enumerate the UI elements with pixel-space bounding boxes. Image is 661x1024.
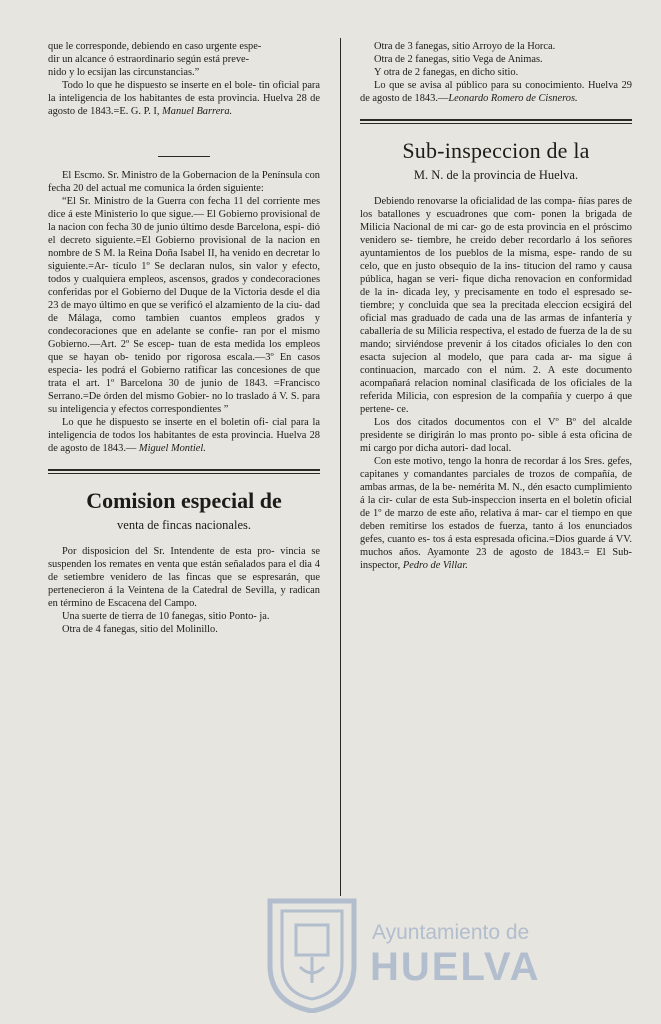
separator-rule [158, 156, 210, 157]
list-item: Otra de 2 fanegas, sitio Vega de Animas. [374, 54, 543, 65]
paragraph [360, 455, 632, 572]
notice-montiel [48, 169, 320, 455]
text-line: nido y lo ecsijan las circunstancias.” [48, 67, 200, 78]
paragraph-text: Con este motivo, tengo la honra de recordar á los Sres. gefes, capitanes y comandantes parciales de trozos de compañía, de ambas armas, de la be- nemérita M. N., dén esacto cumplimiento á la cir- cular de esta Sub-inspeccion inserta en el boletín oficial de 1º de marzo de este año, relativa á mar- car el tiempo en que deben remitirse los estados de fuerza, tanto á los enunciados gefes, cuanto es- tos á esta espresada oficina.=Dios guarde á VV. muchos años. Ayamonte 23 de agosto de 1843.= El Sub-inspector, [360, 456, 632, 571]
notice-romero [360, 40, 632, 105]
section-title: Comision especial de [86, 488, 282, 513]
city-seal-icon [262, 895, 362, 1013]
notice-barrera [48, 40, 320, 118]
list-item: Una suerte de tierra de 10 fanegas, sitio Ponto- ja. [62, 611, 270, 622]
watermark-line1: Ayuntamiento de [372, 921, 530, 944]
column-divider [340, 38, 341, 896]
section-subtitle: venta de fincas nacionales. [117, 518, 251, 532]
section-rule-thick [48, 469, 320, 471]
list-item: Otra de 3 fanegas, sitio Arroyo de la Horca. [374, 41, 556, 52]
section-subinspeccion [360, 138, 632, 572]
right-column [360, 40, 632, 572]
section-rule-thin [48, 473, 320, 474]
section-rule-thin [360, 123, 632, 124]
paragraph: “El Sr. Ministro de la Guerra con fecha 11 del corriente mes dice á este Ministerio lo que sigue.— El Gobierno provisional de la nacion con fecha 30 de junio último desde Barcelona, espi- dió el decreto siguiente.=El Gobierno provisional de la nacion en nombre de S M. la Reina Doña Isabel II, ha venido en decretar lo siguiente.=Ar- tículo 1º Se declaran nulos, sin valor y efecto, todos y cualquiera empleos, ascensos, grados y condecoraciones conferidas por el Gobierno del Duque de la Victoria desde el dia 23 de mayo último en que se verificó el alzamiento de la ciu- dad de Málaga, como tambien cuantos empleos grados y condecoraciones que en adelante se confie- ran por el mismo Gobierno.—Art. 2º Se escep- tuan de esta medida los empleos que se hayan ob- tenido por rigorosa escala.—3º En casos especia- les podrá el Gobierno ratificar las concesiones de que trata el art. 1º Barcelona 30 de junio de 1843. =Francisco Serrano.=De órden del mismo Gobier- no lo traslado á V. S. para su inteligencia y efectos correspondientes ” [48, 196, 320, 415]
paragraph [48, 79, 320, 118]
section-title: Sub-inspeccion de la [402, 138, 590, 163]
text-line: que le corresponde, debiendo en caso urgente espe- [48, 41, 262, 52]
paragraph [48, 416, 320, 455]
watermark-line2: HUELVA [370, 945, 541, 989]
left-column [48, 40, 320, 636]
section-subtitle: M. N. de la provincia de Huelva. [413, 168, 579, 182]
section-comision [48, 488, 320, 636]
list-item: Otra de 4 fanegas, sitio del Molinillo. [62, 624, 218, 635]
list-item: Y otra de 2 fanegas, en dicho sitio. [374, 67, 519, 78]
paragraph: Los dos citados documentos con el Vº Bº del alcalde presidente se dirigirán lo mas pronto po- sible á esta oficina de mi cargo por dicha autori- dad local. [360, 417, 632, 454]
signature: Manuel Barrera. [162, 106, 233, 117]
signature: Pedro de Villar. [402, 560, 468, 571]
paragraph: El Escmo. Sr. Ministro de la Gobernacion de la Península con fecha 20 del actual me comunica la órden siguiente: [48, 170, 320, 194]
signature: Leonardo Romero de Cisneros. [448, 93, 578, 104]
paragraph-text: Lo que se avisa al público para su conocimiento. Huelva 29 de agosto de 1843.— [360, 80, 632, 104]
paragraph-text: Lo que he dispuesto se inserte en el boletin ofi- cial para la inteligencia de todos los habitantes de esta provincia. Huelva 28 de agosto de 1843.— [48, 417, 320, 454]
text-line: dir un alcance ó estraordinario según está preve- [48, 54, 250, 65]
paragraph: Debiendo renovarse la oficialidad de las compa- ñías pares de los batallones y escuadrones que com- ponen la brigada de Milicia Nacional de mi car- go de esta provincia en el próscimo venidero se- tiembre, he creido deber recordarlo á los señores ayuntamientos de los pueblos de la misma, espe- rando de su celo, que en justo obsequio de la ins- titucion del ramo y causa pública, hagan se veri- fique dicha renovacion en conformidad de la in- dicada ley, y precisamente en todo el espresado se- tiembre; y concluida que sea la precitada eleccion ecsigirá del oficial mas graduado de cada una de las armas de infantería y caballería de su Milicia respectiva, el estado de fuerza de la de su mando; sirviéndose prevenir á los citados oficiales lo den con esacta sujecion al modelo, que para cada ar- ma sigue á continuacion, marcado con el núm. 2. A este documento acompañará relacion nominal clasificada de los oficiales de la referida Milicia, con espresion de la compañía y cuerpo á que pertene- ce. [360, 196, 632, 415]
paragraph: Por disposicion del Sr. Intendente de esta pro- vincia se suspenden los remates en venta que están señalados para el dia 4 de setiembre venidero de las fincas que se espresarán, que pertenecieron á la Veintena de la Catedral de Sevilla, y radican en término de Escacena del Campo. [48, 546, 320, 609]
section-rule-thick [360, 119, 632, 121]
paragraph [360, 79, 632, 105]
paragraph-text: Todo lo que he dispuesto se inserte en el bole- tin oficial para la inteligencia de los habitantes de esta provincia. Huelva 28 de agosto de 1843.=E. G. P. I, [48, 80, 320, 117]
signature: Miguel Montiel. [138, 443, 206, 454]
watermark [262, 895, 632, 1015]
